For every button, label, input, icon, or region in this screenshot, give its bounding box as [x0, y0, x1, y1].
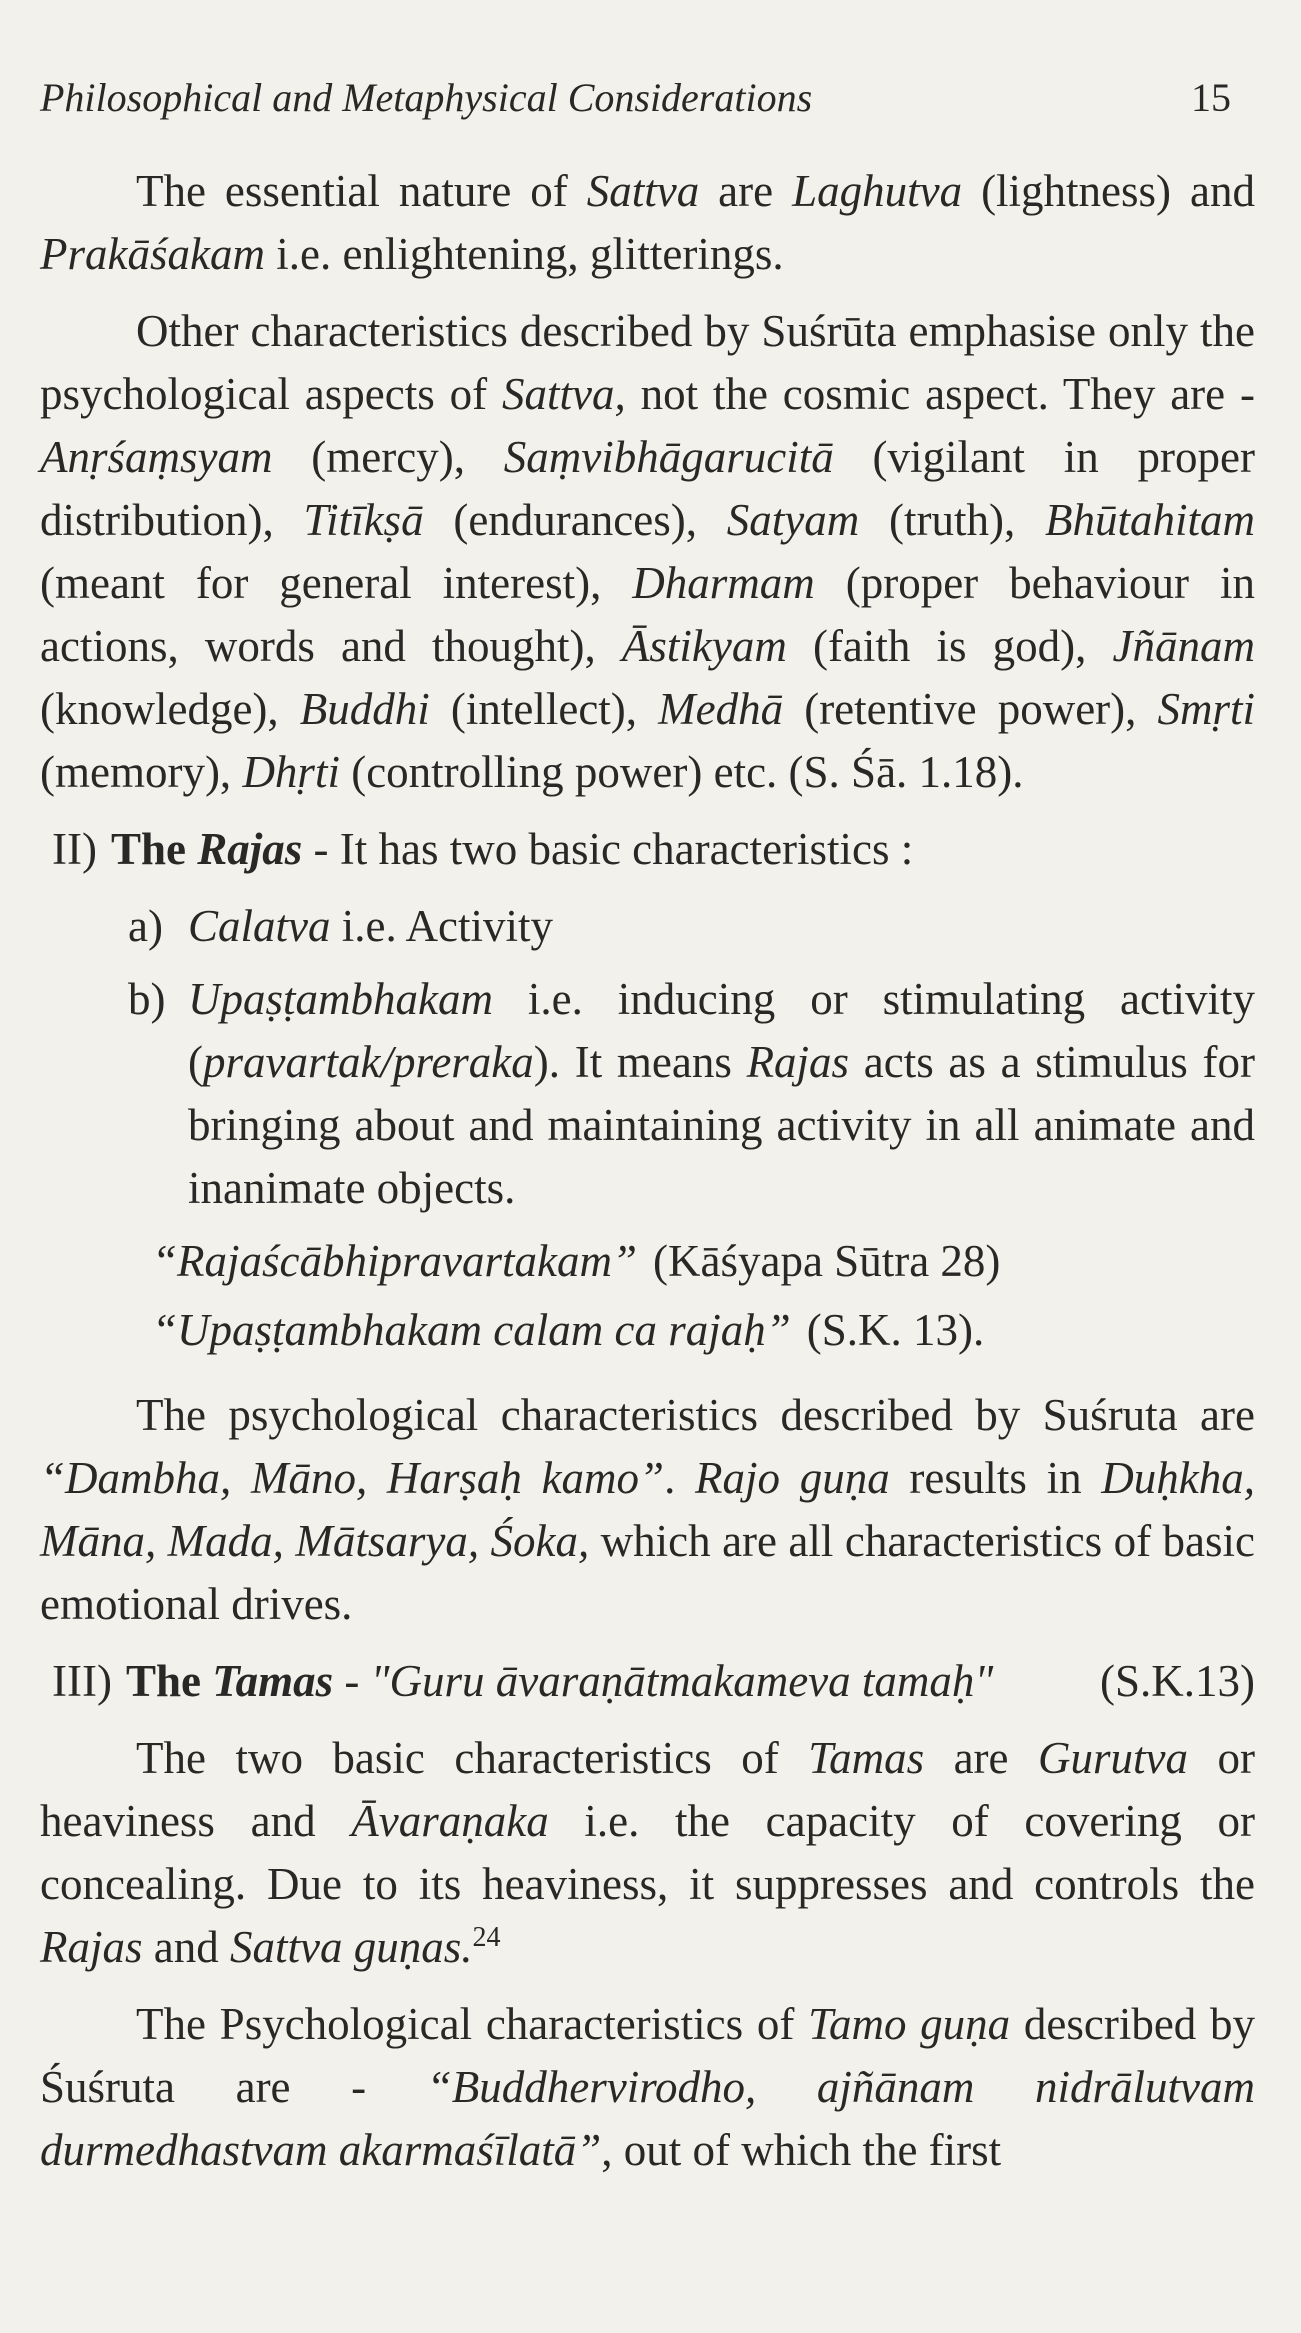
paragraph-tamas-psychology: The Psychological characteristics of Tamo guṇa described by Śuśruta are - “Buddhervirodho, ajñānam nidrālutvam durmedhastvam akarmaśīlatā”, out of which the first: [40, 1999, 1255, 2175]
paragraph-sattva-characteristics: Other characteristics described by Suśrūta emphasise only the psychological aspects of Sattva, not the cosmic aspect. They are - Anṛśaṃsyam (mercy), Saṃvibhāgarucitā (vigilant in proper distribution), Titīkṣā (endurances), Satyam (truth), Bhūtahitam (meant for general interest), Dharmam (proper behaviour in actions, words and thought), Āstikyam (faith is god), Jñānam (knowledge), Buddhi (intellect), Medhā (retentive power), Smṛti (memory), Dhṛti (controlling power) etc. (S. Śā. 1.18).: [40, 306, 1256, 797]
list-item-a: a) Calatva i.e. Activity: [128, 901, 553, 951]
quote-kasyapa: “Rajaścābhipravartakam” (Kāśyapa Sūtra 28): [152, 1236, 1001, 1286]
running-head: Philosophical and Metaphysical Considerations: [40, 75, 813, 120]
paragraph-rajas-psychology: The psychological characteristics described by Suśruta are “Dambha, Māno, Harṣaḥ kamo”. Rajo guṇa results in Duḥkha, Māna, Mada, Mātsarya, Śoka, which are all characteristics of basic emotional drives.: [40, 1390, 1255, 1629]
page-body: [40, 160, 1255, 2196]
footnote-marker: 24: [472, 1922, 501, 1953]
paragraph-sattva-nature: The essential nature of Sattva are Laghutva (lightness) and Prakāśakam i.e. enlightening, glitterings.: [40, 166, 1255, 279]
page-header: [40, 64, 1231, 134]
page-number: 15: [1191, 75, 1231, 120]
section-heading-rajas: II) The Rajas - It has two basic characteristics :: [52, 824, 914, 874]
list-item-b: b) Upaṣṭambhakam i.e. inducing or stimulating activity (pravartak/preraka). It means Rajas acts as a stimulus for bringing about and maintaining activity in all animate and inanimate objects.: [128, 974, 1255, 1213]
quote-sk13: “Upaṣṭambhakam calam ca rajaḥ” (S.K. 13).: [152, 1305, 985, 1355]
section-heading-tamas: (S.K.13) III) The Tamas - "Guru āvaraṇātmakameva tamaḥ": [52, 1656, 1255, 1706]
paragraph-tamas-characteristics: The two basic characteristics of Tamas are Gurutva or heaviness and Āvaraṇaka i.e. the capacity of covering or concealing. Due to its heaviness, it suppresses and controls the Rajas and Sattva guṇas.$^{24}$: [40, 1733, 1255, 1972]
